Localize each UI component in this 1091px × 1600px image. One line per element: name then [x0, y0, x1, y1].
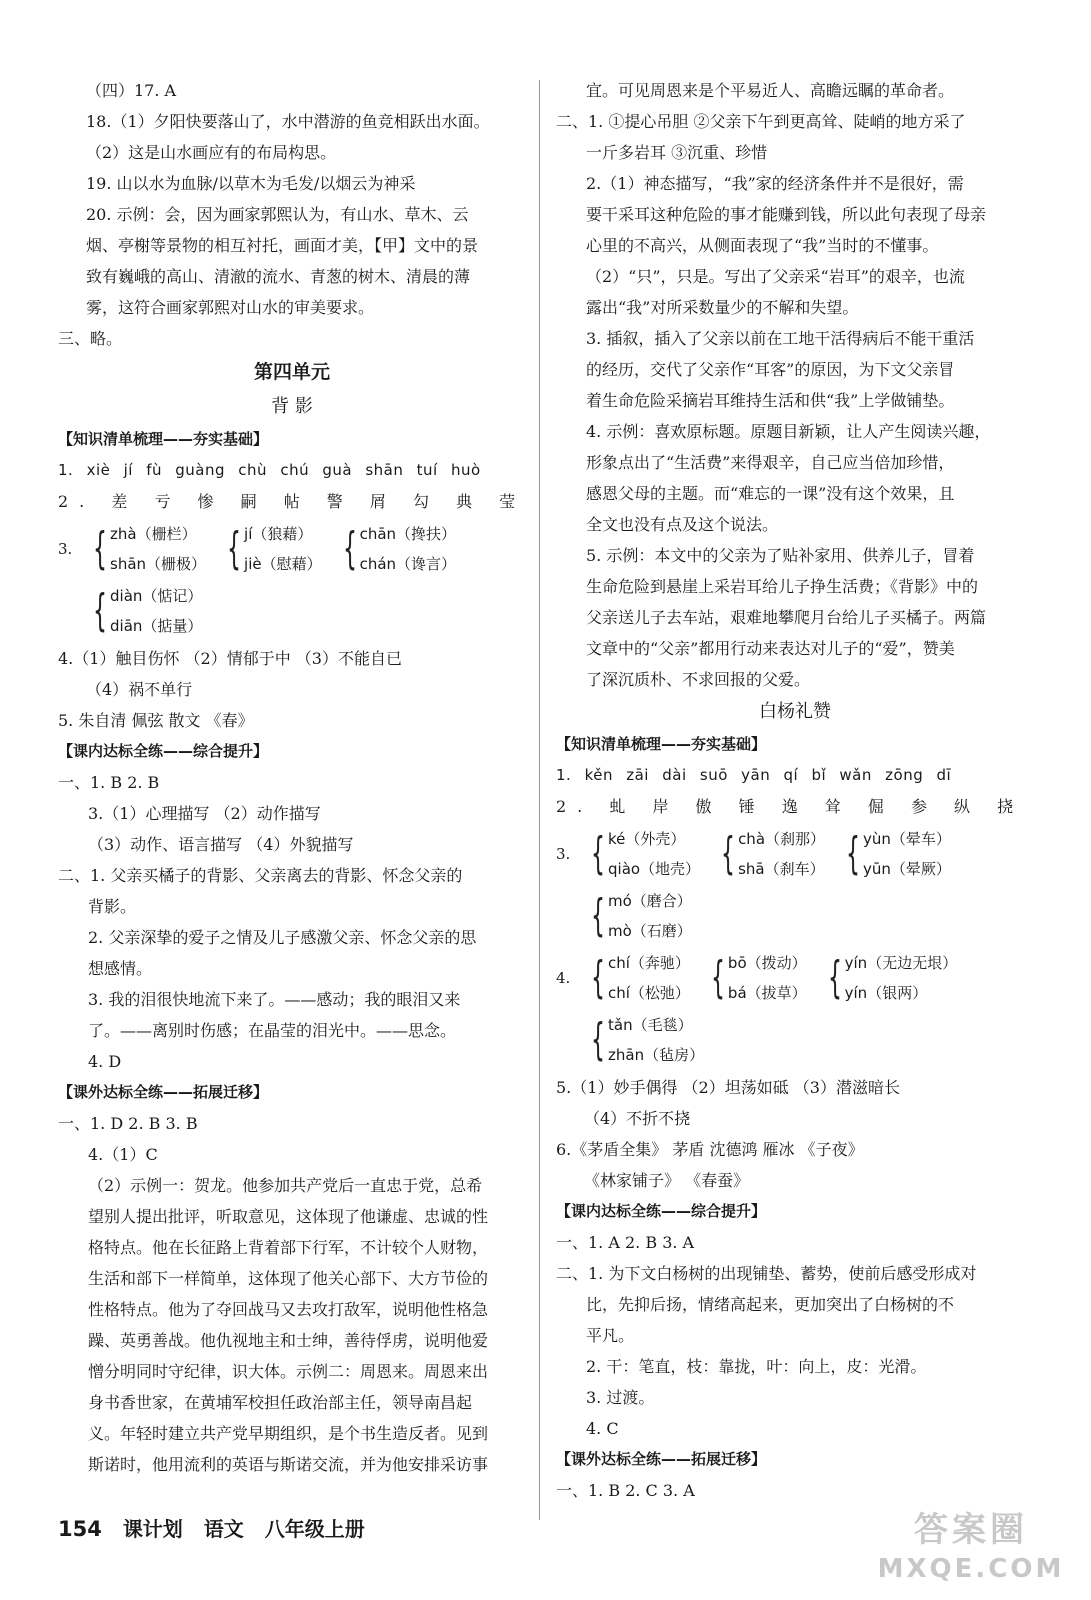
answer-line: 烟、亭榭等景物的相互衬托，画面才美，【甲】文中的景 [86, 236, 479, 255]
brace-icon: { [227, 523, 242, 574]
answer-line: 4.（1）触目伤怀 （2）情郁于中 （3）不能自已 [58, 649, 402, 668]
pinyin-line: 1. xiè jí fù guàng chù chú guà shān tuí huò [58, 461, 481, 479]
pair-item: chà（刹那） [738, 830, 826, 848]
answer-line: 3. 过渡。 [586, 1388, 655, 1407]
answer-line: （4）祸不单行 [86, 680, 193, 699]
answer-line: 5. 朱自清 佩弦 散文 《春》 [58, 711, 254, 730]
polyphone-group [556, 1010, 1034, 1070]
answer-line: 致有巍峨的高山、清澈的流水、青葱的树木、清晨的薄 [86, 267, 471, 286]
polyphone-group [556, 824, 1034, 884]
pair-item: chí（松弛） [608, 984, 690, 1002]
pair-item: yùn（晕车） [863, 830, 951, 848]
answer-line: 要干采耳这种危险的事才能赚到钱，所以此句表现了母亲 [586, 205, 987, 224]
pair-item: bō（拨动） [727, 954, 807, 972]
answer-line: 形象点出了“生活费”来得艰辛，自己应当倍加珍惜， [586, 453, 955, 472]
pair-item: zhān（毡房） [608, 1046, 705, 1064]
polyphone-group [58, 519, 526, 579]
pair-item: jiè（慰藉） [244, 555, 322, 573]
answer-line: 的经历，交代了父亲作“耳客”的原因，为下文父亲冒 [586, 360, 955, 379]
item-number: 4. [556, 969, 571, 987]
answer-line: （2）示例一：贺龙。他参加共产党后一直忠于党，总希 [88, 1176, 483, 1195]
answer-line: （4）不折不挠 [584, 1109, 691, 1128]
answer-line: 了深沉质朴、不求回报的父爱。 [586, 670, 811, 689]
watermark-logo [871, 1508, 1071, 1592]
answer-line: （2）“只”，只是。写出了父亲采“岩耳”的艰辛，也流 [586, 267, 965, 286]
answer-line: 义。年轻时建立共产党早期组织，是个书生造反者。见到 [88, 1424, 489, 1443]
brace-icon: { [342, 523, 357, 574]
characters-line: 2. 差 亏 惨 嗣 帖 警 屑 勾 典 莹 [58, 492, 527, 511]
left-column [58, 75, 526, 1480]
answer-line: 20. 示例：会，因为画家郭熙认为，有山水、草木、云 [86, 205, 469, 224]
column-divider [539, 80, 540, 1520]
pair-item: shā（刹车） [738, 860, 825, 878]
pinyin-line: 1. kěn zāi dài suō yān qí bǐ wǎn zōng dī [556, 766, 952, 784]
brace-pair [584, 1010, 704, 1070]
answer-line: 想感情。 [88, 959, 153, 978]
answer-line: 二、1. 为下文白杨树的出现铺垫、蓄势，使前后感受形成对 [556, 1264, 977, 1283]
answer-line: （2）这是山水画应有的布局构思。 [86, 143, 337, 162]
answer-line: 三、略。 [58, 329, 123, 348]
answer-line: 6.《茅盾全集》 茅盾 沈德鸿 雁冰 《子夜》 [556, 1140, 864, 1159]
watermark-text: 答案圈 [914, 1510, 1028, 1550]
brace-pair [86, 581, 202, 641]
answer-line: 3. 我的泪很快地流下来了。——感动；我的眼泪又来 [88, 990, 461, 1009]
item-number: 3. [58, 540, 73, 558]
answer-line: 身书香世家，在黄埔军校担任政治部主任，领导南昌起 [88, 1393, 473, 1412]
answer-line: 背影。 [88, 897, 137, 916]
pair-item: bá（拔草） [727, 984, 807, 1002]
answer-line: 露出“我”对所采数量少的不解和失望。 [586, 298, 859, 317]
section-heading: 【课外达标全练——拓展迁移】 [58, 1083, 269, 1101]
answer-line: 3.（1）心理描写 （2）动作描写 [88, 804, 321, 823]
answer-line: （3）动作、语言描写 （4）外貌描写 [88, 835, 354, 854]
pair-item: chán（谗言） [359, 555, 457, 573]
answer-line: 3. 插叙，插入了父亲以前在工地干活得病后不能干重活 [586, 329, 975, 348]
answer-line: 5.（1）妙手偶得 （2）坦荡如砥 （3）潜滋暗长 [556, 1078, 900, 1097]
polyphone-group [556, 886, 1034, 946]
brace-pair [584, 886, 692, 946]
pair-item: chān（搀扶） [359, 525, 457, 543]
pair-item: yín（无边无垠） [844, 954, 958, 972]
pair-item: diān（掂量） [110, 617, 203, 635]
answer-line: 着生命危险采摘岩耳维持生活和供“我”上学做铺垫。 [586, 391, 955, 410]
lesson-title: 白杨礼赞 [759, 701, 831, 722]
brace-icon: { [93, 585, 107, 636]
answer-line: 文章中的“父亲”都用行动来表达对儿子的“爱”，赞美 [586, 639, 955, 658]
answer-line: 4. D [88, 1052, 122, 1071]
pair-item: zhà（栅栏） [110, 525, 197, 543]
brace-pair [821, 948, 958, 1008]
subject-label: 语文 [203, 1517, 244, 1541]
answer-line: 父亲送儿子去车站，艰难地攀爬月台给儿子买橘子。两篇 [586, 608, 987, 627]
answer-line: 4. 示例：喜欢原标题。原题目新颖，让人产生阅读兴趣， [586, 422, 991, 441]
brace-icon: { [93, 523, 107, 574]
brace-icon: { [591, 1014, 605, 1065]
pair-item: jí（狼藉） [244, 525, 313, 543]
pair-item: qiào（地壳） [608, 860, 701, 878]
pair-item: mò（石磨） [608, 922, 692, 940]
page-number: 154 [58, 1517, 102, 1541]
answer-line: 一、1. B 2. C 3. A [556, 1481, 695, 1500]
section-heading: 【课内达标全练——综合提升】 [556, 1202, 767, 1220]
answer-line: 生命危险到悬崖上采岩耳给儿子挣生活费；《背影》中的 [586, 577, 979, 596]
answer-line: 雾，这符合画家郭熙对山水的审美要求。 [86, 298, 375, 317]
answer-line: 二、1. ①提心吊胆 ②父亲下午到更高耸、陡峭的地方采了 [556, 112, 966, 131]
answer-line: 感恩父母的主题。而“难忘的一课”没有这个效果，且 [586, 484, 955, 503]
item-number: 3. [556, 845, 571, 863]
answer-line: 2. 父亲深挚的爱子之情及儿子感激父亲、怀念父亲的思 [88, 928, 477, 947]
section-heading: 【知识清单梳理——夯实基础】 [556, 735, 767, 753]
watermark-url: MXQE.COM [877, 1554, 1065, 1584]
answer-line: （四）17. A [86, 81, 177, 100]
section-heading: 【知识清单梳理——夯实基础】 [58, 430, 269, 448]
answer-line: 一、1. B 2. B [58, 773, 160, 792]
lesson-title: 背 影 [271, 396, 313, 417]
brace-icon: { [591, 828, 605, 879]
brace-pair [584, 824, 700, 884]
answer-line: 憎分明同时守纪律，识大体。示例二：周恩来。周恩来出 [88, 1362, 489, 1381]
answer-line: 19. 山以水为血脉/以草木为毛发/以烟云为神采 [86, 174, 416, 193]
answer-line: 性格特点。他为了夺回战马又去攻打敌军，说明他性格急 [88, 1300, 489, 1319]
pair-item: yūn（晕厥） [863, 860, 951, 878]
pair-item: mó（磨合） [608, 892, 692, 910]
right-column [556, 75, 1034, 1506]
answer-line: 平凡。 [586, 1326, 635, 1345]
answer-line: 二、1. 父亲买橘子的背影、父亲离去的背影、怀念父亲的 [58, 866, 463, 885]
unit-title: 第四单元 [253, 361, 330, 383]
answer-line: 斯诺时，他用流利的英语与斯诺交流，并为他安排采访事 [88, 1455, 489, 1474]
page-footer [58, 1513, 379, 1542]
answer-line: 比，先抑后扬，情绪高起来，更加突出了白杨树的不 [586, 1295, 955, 1314]
answer-line: 18.（1）夕阳快要落山了，水中潜游的鱼竞相跃出水面。 [86, 112, 490, 131]
brace-icon: { [591, 952, 605, 1003]
brace-icon: { [591, 890, 605, 941]
polyphone-group [58, 581, 526, 641]
brace-pair [584, 948, 690, 1008]
answer-line: 一斤多岩耳 ③沉重、珍惜 [586, 143, 768, 162]
brace-icon: { [721, 828, 736, 879]
answer-line: 望别人提出批评，听取意见，这体现了他谦虚、忠诚的性 [88, 1207, 489, 1226]
section-heading: 【课内达标全练——综合提升】 [58, 742, 269, 760]
answer-line: 全文也没有点及这个说法。 [586, 515, 779, 534]
answer-line: 4. C [586, 1419, 619, 1438]
brace-pair [86, 519, 206, 579]
characters-line: 2. 虬 岸 傲 锤 逸 耸 倔 参 纵 挠 [556, 797, 1025, 816]
section-heading: 【课外达标全练——拓展迁移】 [556, 1450, 767, 1468]
answer-line: 心里的不高兴，从侧面表现了“我”当时的不懂事。 [586, 236, 939, 255]
answer-line: 4.（1）C [88, 1145, 158, 1164]
pair-item: tǎn（毛毯） [608, 1016, 693, 1034]
brace-pair [220, 519, 322, 579]
answer-line: 宜。可见周恩来是个平易近人、高瞻远瞩的革命者。 [586, 81, 955, 100]
brace-pair [704, 948, 807, 1008]
book-title: 课计划 [122, 1517, 183, 1541]
answer-line: 2. 干：笔直，枝：靠拢，叶：向上，皮：光滑。 [586, 1357, 927, 1376]
answer-line: 一、1. A 2. B 3. A [556, 1233, 695, 1252]
polyphone-group [556, 948, 1034, 1008]
brace-pair [336, 519, 456, 579]
answer-line: 躁、英勇善战。他仇视地主和士绅，善待俘虏，说明他爱 [88, 1331, 489, 1350]
pair-item: yín（银两） [844, 984, 928, 1002]
answer-line: 《林家铺子》 《春蚕》 [584, 1171, 750, 1190]
brace-icon: { [846, 828, 861, 879]
answer-line: 生活和部下一样简单，这体现了他关心部下、大方节俭的 [88, 1269, 489, 1288]
brace-pair [839, 824, 951, 884]
brace-icon: { [827, 952, 842, 1003]
brace-icon: { [710, 952, 725, 1003]
brace-pair [714, 824, 825, 884]
pair-item: ké（外壳） [608, 830, 686, 848]
answer-line: 一、1. D 2. B 3. B [58, 1114, 198, 1133]
answer-line: 5. 示例：本文中的父亲为了贴补家用、供养儿子，冒着 [586, 546, 975, 565]
answer-line: 2.（1）神态描写，“我”家的经济条件并不是很好，需 [586, 174, 964, 193]
pair-item: diàn（惦记） [110, 587, 203, 605]
pair-item: shān（栅极） [110, 555, 207, 573]
grade-label: 八年级上册 [264, 1517, 365, 1541]
answer-line: 格特点。他在长征路上背着部下行军，不计较个人财物， [88, 1238, 489, 1257]
answer-line: 了。——离别时伤感；在晶莹的泪光中。——思念。 [88, 1021, 457, 1040]
pair-item: chí（奔驰） [608, 954, 690, 972]
